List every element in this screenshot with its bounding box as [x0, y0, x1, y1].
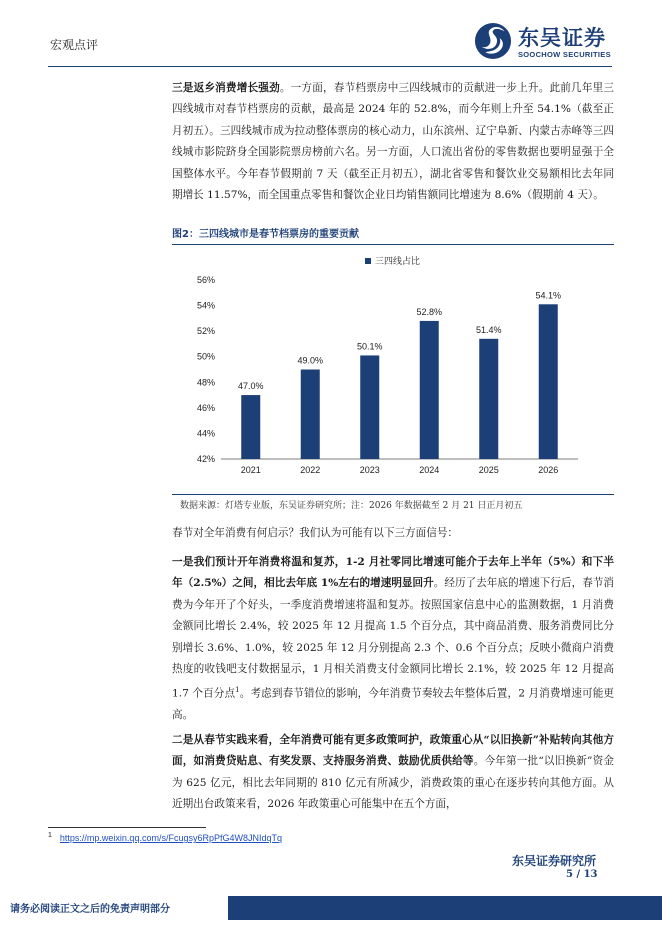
footnote-marker[interactable]: 1 — [235, 686, 240, 695]
bar-2026 — [539, 304, 558, 459]
x-tick-label: 2021 — [240, 465, 261, 475]
bar-value-label: 54.1% — [535, 290, 562, 301]
footer-disclaimer: 请务必阅读正文之后的免责声明部分 — [10, 904, 170, 915]
y-tick-label: 44% — [196, 428, 215, 439]
bar-2023 — [360, 355, 379, 459]
paragraph-lead: 二是从春节实践来看，全年消费可能有更多政策呵护，政策重心从“以旧换新”补贴转向其他方面，如消费贷贴息、有奖发票、支持服务消费、鼓励优质供给等 — [172, 734, 614, 768]
footnote-link[interactable]: https://mp.weixin.qq.com/s/Fcugsy6RpPfG4W8JNIdqTq — [59, 833, 282, 843]
bar-2021 — [241, 395, 260, 459]
y-tick-label: 54% — [196, 300, 215, 311]
page-number: 5 / 13 — [566, 869, 598, 880]
company-logo — [474, 22, 624, 64]
paragraph-body: 。今年第一批“以旧换新”资金为 625 亿元，相比去年同期的 810 亿元有所减少，消费政策的重心在逐步转向其他方面。从近期出台政策来看，2026 年政策重心可能集中在五个方面， — [172, 755, 614, 811]
bar-value-label: 49.0% — [297, 355, 324, 366]
bar-2024 — [420, 321, 439, 459]
legend-label: 三四线占比 — [375, 256, 421, 266]
figure-source: 数据来源：灯塔专业版，东吴证券研究所；注：2026 年数据截至 2 月 21 日正月初五 — [180, 501, 523, 511]
y-tick-label: 48% — [196, 377, 215, 388]
x-tick-label: 2023 — [359, 465, 380, 475]
logo-chinese-name: 东吴证券 — [518, 26, 606, 50]
x-tick-label: 2022 — [300, 465, 321, 475]
bar-value-label: 50.1% — [356, 341, 383, 352]
legend-swatch — [365, 258, 371, 264]
footnote-divider — [48, 827, 206, 828]
footnote — [48, 832, 282, 843]
paragraph-body: 。一方面，春节档票房中三四线城市的贡献进一步上升。此前几年里三四线城市对春节档票房的贡献，最高是 2024 年的 52.8%，而今年则上升至 54.1%（截至正月初五）。三四线城市成为拉动整体票房的核心动力，山东滨州、辽宁阜新、内蒙古赤峰等三四线城市影院跻身全国影院票房榜前六名。另一方面，人口流出省份的零售数据也要明显强于全国整体水平。今年春节假期前 7 天（截至正月初五），湖北省零售和餐饮业交易额相比去年同期增长 11.57%，而全国重点零售和餐饮企业日均销售额同比增速为 8.6%（假期前 4 天）。 — [172, 82, 615, 202]
paragraph-policy — [172, 730, 614, 816]
box-office-share-chart — [172, 250, 614, 488]
paragraph-lead: 一是我们预计开年消费将温和复苏，1-2 月社零同比增速可能介于去年上半年（5%）和下半年（2.5%）之间，相比去年底 1%左右的增速明显回升 — [172, 556, 614, 590]
bar-value-label: 52.8% — [416, 306, 443, 317]
bar-value-label: 47.0% — [237, 381, 264, 392]
figure-title: 图2：三四线城市是春节档票房的重要贡献 — [172, 225, 614, 245]
logo-english-name: SOOCHOW SECURITIES — [518, 50, 611, 59]
bar-value-label: 51.4% — [475, 324, 502, 335]
y-tick-label: 52% — [196, 326, 215, 337]
bar-2022 — [301, 370, 320, 460]
y-tick-label: 42% — [196, 454, 215, 464]
x-axis — [241, 465, 559, 475]
bar-2025 — [479, 339, 498, 459]
paragraph-consumption-outlook — [172, 552, 614, 727]
intro-text: 春节对全年消费有何启示？我们认为可能有以下三方面信号： — [172, 527, 459, 539]
y-axis — [197, 275, 215, 464]
paragraph-lead: 三是返乡消费增长强劲 — [172, 82, 280, 94]
y-tick-label: 46% — [196, 402, 215, 413]
footer-institute: 东吴证券研究所 — [512, 854, 597, 868]
bar-series — [238, 290, 561, 459]
footnote-number: 1 — [48, 832, 52, 839]
x-tick-label: 2026 — [538, 465, 559, 475]
x-tick-label: 2025 — [478, 465, 499, 475]
header-divider — [48, 66, 612, 67]
paragraph-returning-consumption — [172, 78, 614, 206]
soochow-logo-icon — [474, 22, 512, 60]
paragraph-tail: 。考虑到春节错位的影响，今年消费节奏较去年整体后置，2 月消费增速可能更高。 — [172, 687, 614, 722]
y-tick-label: 50% — [196, 351, 215, 362]
y-tick-label: 56% — [196, 275, 215, 285]
paragraph-body: 。经历了去年底的增速下行后，春节消费为今年开了个好头，一季度消费增速将温和复苏。按照国家信息中心的监测数据，1 月消费金额同比增长 2.4%，较 2025 年 12 月提高 1.5 个百分点，其中商品消费、服务消费同比分别增长 3.6%、1.0%，较 2025 年 12 月分别提高 2.3 个、0.6 个百分点；反映小微商户消费热度的收钱吧支付数据显示，1 月相关消费支付金额同比增长 2.1%，较 2025 年 12 月提高 1.7 个百分点 — [172, 577, 615, 700]
source-divider — [172, 494, 614, 495]
report-category: 宏观点评 — [50, 38, 99, 52]
x-tick-label: 2024 — [419, 465, 440, 475]
